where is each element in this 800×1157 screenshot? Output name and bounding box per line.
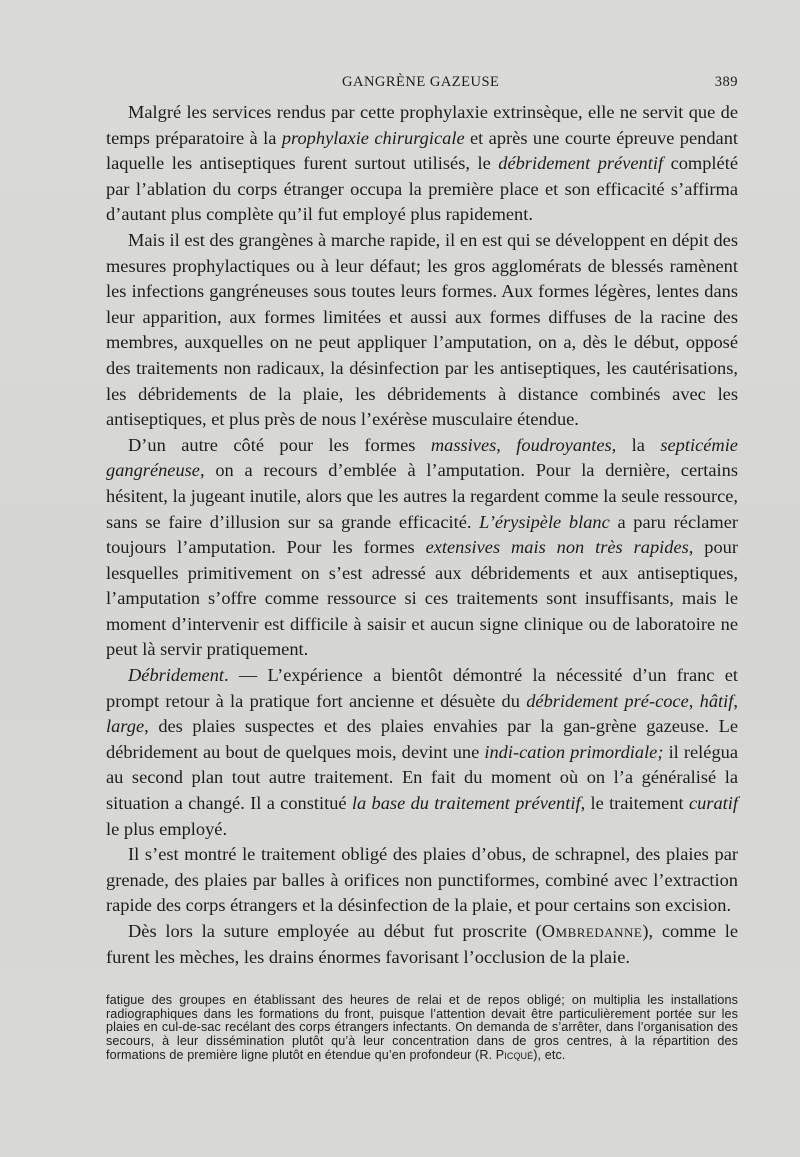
text-run: il relégua au second plan tout autre traitement. En fait du moment où on l’a généralisé la situation a changé. Il a constitué	[106, 741, 738, 814]
text-run: Malgré les services rendus par cette prophylaxie extrinsèque, elle ne servit que de temps préparatoire à la	[106, 102, 738, 148]
text-run: , le traitement	[580, 793, 689, 814]
paragraph-3	[106, 433, 738, 663]
running-header	[106, 74, 738, 98]
text-run: Mais il est des grangènes à marche rapide, il en est qui se développent en dépit des mesures prophylactiques ou à leur défaut; les gros agglomérats de blessés ramènent les infections gangréneuses sous toutes leurs formes. Aux formes légères, lentes dans leur apparition, aux formes limitées et aussi aux formes diffuses de la racine des membres, auxquelles on ne peut appliquer l’amputation, on a, dès le début, opposé des traitements non radicaux, la désinfection par les antiseptiques, les cautérisations, les débridements de la plaie, les débridements à distance combinés avec les antiseptiques, et plus près de nous l’exérèse musculaire étendue.	[106, 229, 738, 430]
paragraph-4	[106, 663, 738, 842]
text-run: a paru réclamer toujours l’amputation. Pour les formes	[106, 511, 738, 558]
paragraph-1	[106, 100, 738, 228]
text-run: , des plaies suspectes et des plaies envahies par la gan-grène gazeuse. Le débridement au bout de quelques mois, devint une	[106, 716, 738, 762]
text-run: ,	[496, 434, 517, 455]
italic-text: hâtif	[699, 690, 734, 711]
italic-text: débridement pré-coce	[526, 690, 689, 711]
small-caps-name: Picqué	[495, 1047, 534, 1062]
italic-text: prophylaxie chirurgicale	[281, 127, 465, 148]
text-run: D’un autre côté pour les formes	[128, 434, 431, 455]
italic-text: extensives mais non très rapides	[425, 537, 689, 558]
text-run: complété par l’ablation du corps étranger occupa la première place et son efficacité s’affirma d’autant plus complète qu’il fut employé plus rapidement.	[106, 153, 738, 225]
text-run: . — L’expérience a bientôt démontré la nécessité d’un franc et prompt retour à la pratique fort ancienne et désuète du	[106, 665, 738, 711]
text-run: ), comme le furent les mèches, les drains énormes favorisant l’occlusion de la plaie.	[106, 921, 738, 967]
text-run: ), etc.	[533, 1047, 566, 1062]
text-run: Il s’est montré le traitement obligé des plaies d’obus, de schrapnel, des plaies par grenade, des plaies par balles à orifices non punctiformes, combiné avec l’extraction rapide des corps étrangers et la désinfection de la plaie, et pour certains son excision.	[106, 844, 738, 916]
italic-text: débridement préventif	[498, 153, 664, 174]
text-run: le plus employé.	[106, 818, 228, 839]
page-number: 389	[714, 74, 738, 90]
text-run: , pour lesquelles primitivement on s’est adressé aux débridements et aux antiseptiques, l’amputation s’offre comme ressource si ces traitements sont insuffisants, mais le moment d’intervenir est difficile à saisir et aucun signe clinique ou de laboratoire ne peut là servir pratiquement.	[106, 537, 738, 660]
footnote	[106, 994, 738, 1062]
text-run: Dès lors la suture employée au début fut proscrite (	[128, 921, 542, 941]
italic-text: foudroyantes	[516, 434, 612, 455]
text-run: ,	[688, 690, 700, 711]
italic-text: L’érysipèle blanc	[479, 511, 610, 532]
text-run: , on a recours d’emblée à l’amputation. Pour la dernière, certains hésitent, la jugeant inutile, alors que les autres la regardent comme la seule ressource, sans se faire d’illusion sur sa grande efficacité.	[106, 460, 738, 532]
text-run: ,	[733, 690, 738, 711]
body-text	[106, 100, 738, 970]
italic-text: Débridement	[128, 665, 225, 686]
italic-text: curatif	[688, 793, 738, 814]
italic-text: la base du traitement préventif	[351, 793, 581, 814]
paragraph-5	[106, 842, 738, 919]
paragraph-6	[106, 919, 738, 970]
italic-text: septicémie gangréneuse	[106, 434, 738, 481]
italic-text: indi-cation primordiale;	[484, 741, 664, 762]
text-run: et après une courte épreuve pendant laquelle les antiseptiques furent surtout utilisés, le	[106, 127, 739, 174]
paragraph-2	[106, 228, 738, 433]
italic-text: massives	[430, 434, 497, 455]
italic-text: large	[106, 716, 145, 737]
text-run: fatigue des groupes en établissant des heures de relai et de repos obligé; on multiplia les installations radiographiques dans les formations du front, puisque l’attention devait être particulièrement portée sur les plaies en cul-de-sac recélant des corps étrangers infectants. On demanda de s’arrêter, dans l’organisation des secours, à leur dissémination plutôt qu’à leur concentration dans de gros centres, à la répartition des formations de première ligne plutôt en étendue qu’en profondeur (R.	[106, 993, 738, 1062]
small-caps-name: Ombredanne	[541, 921, 643, 941]
text-run: , la	[611, 434, 661, 455]
running-title: GANGRÈNE GAZEUSE	[342, 74, 500, 90]
